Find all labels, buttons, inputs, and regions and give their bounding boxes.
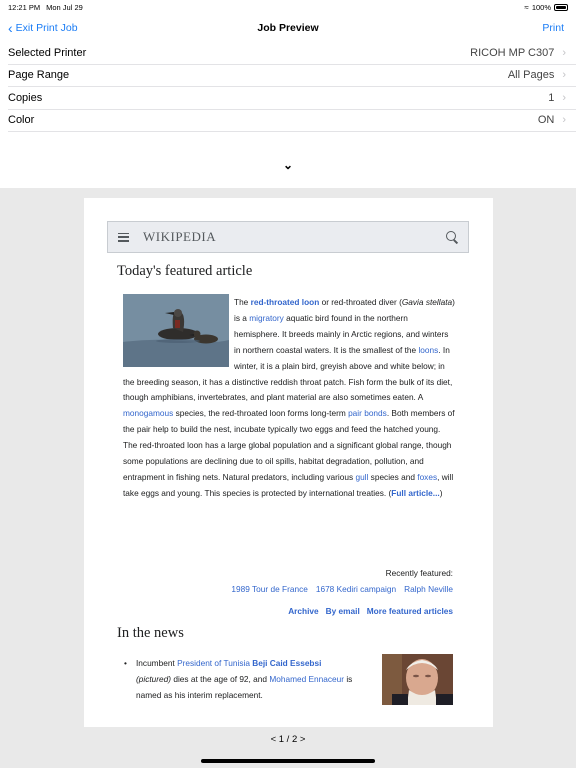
fa-text-segment: . In winter, it is a plain bird, greyish above and white below; in the breeding season, it has a distinctive reddish throat patch. Fish form the bulk of its diet, though amphibians, invertebrates, and plant material are also sometimes eaten. A xyxy=(123,344,453,403)
link-monogamous[interactable]: monogamous xyxy=(123,408,174,419)
news-text-segment: Incumbent xyxy=(136,658,178,668)
setting-value: ON xyxy=(537,114,555,127)
setting-label: Selected Printer xyxy=(8,46,87,59)
link-archive[interactable]: Archive xyxy=(288,606,319,616)
page-title: Job Preview xyxy=(257,22,319,34)
chevron-right-icon: › xyxy=(562,69,566,82)
fa-text-segment: ) is a xyxy=(234,297,455,323)
chevron-right-icon: › xyxy=(562,91,566,104)
recently-featured-label: Recently featured: xyxy=(385,568,453,578)
chevron-right-icon: › xyxy=(562,114,566,127)
fa-text-segment: species and xyxy=(368,471,418,482)
setting-value: 1 xyxy=(548,91,555,104)
setting-row-color[interactable] xyxy=(8,110,576,133)
link-migratory[interactable]: migratory xyxy=(249,312,284,323)
link-pair-bonds[interactable]: pair bonds xyxy=(348,408,387,419)
link-gull[interactable]: gull xyxy=(355,471,369,482)
home-indicator[interactable] xyxy=(201,759,375,763)
status-date: Mon Jul 29 xyxy=(46,2,83,12)
setting-label: Page Range xyxy=(8,69,70,82)
setting-value: RICOH MP C307 xyxy=(470,46,555,59)
preview-page[interactable] xyxy=(84,198,493,727)
link-red-throated-loon[interactable]: red-throated loon xyxy=(250,297,320,307)
setting-label: Color xyxy=(8,114,35,127)
battery-icon xyxy=(554,4,568,11)
link-full-article[interactable]: Full article... xyxy=(391,487,440,498)
in-the-news-heading: In the news xyxy=(117,625,184,641)
news-pictured-note: (pictured) xyxy=(136,673,172,684)
setting-row-page-range[interactable] xyxy=(8,65,576,88)
link-recent-1[interactable]: 1989 Tour de France xyxy=(231,584,308,594)
featured-footer-links xyxy=(281,606,453,616)
print-settings xyxy=(0,42,576,188)
fa-text-segment: ) xyxy=(439,487,443,498)
wifi-icon: ≈ xyxy=(524,2,529,12)
fa-text-segment: . Both members of the pair help to build the nest, incubate typically two eggs and feed the hatched young. The red-throated loon has a large global population and a significant global range, though some populations are declining due to oil spills, habitat degradation, pollution, and entrapment in fishing nets. Natural predators, including various xyxy=(123,408,455,482)
exit-print-job-button[interactable] xyxy=(8,19,78,36)
news-list-item xyxy=(124,656,374,704)
chevron-left-icon: ‹ xyxy=(8,19,13,36)
link-recent-3[interactable]: Ralph Neville xyxy=(404,584,453,594)
status-bar xyxy=(0,0,576,14)
fa-text-segment: The xyxy=(234,297,251,307)
exit-print-job-label: Exit Print Job xyxy=(15,22,78,34)
link-loons[interactable]: loons xyxy=(418,344,439,355)
news-portrait-image xyxy=(382,654,453,705)
wikipedia-header xyxy=(107,221,469,253)
battery-percent: 100% xyxy=(531,2,551,12)
fa-text-segment: , will take eggs and young. This species is protected by international treaties. ( xyxy=(123,471,454,498)
search-icon xyxy=(446,231,458,243)
link-beji-caid-essebsi[interactable]: Beji Caid Essebsi xyxy=(252,658,322,668)
setting-row-printer[interactable] xyxy=(8,42,576,65)
link-president-of-tunisia[interactable]: President of Tunisia xyxy=(177,658,250,668)
link-foxes[interactable]: foxes xyxy=(417,471,438,482)
news-text-segment: dies at the age of 92, and xyxy=(171,673,270,684)
link-mohamed-ennaceur[interactable]: Mohamed Ennaceur xyxy=(269,673,345,684)
featured-article-heading: Today's featured article xyxy=(117,263,253,279)
fa-text-segment: or red-throated diver ( xyxy=(319,297,402,307)
link-by-email[interactable]: By email xyxy=(325,606,360,616)
wikipedia-logo: WIKIPEDIA xyxy=(143,229,217,244)
navigation-bar xyxy=(0,14,576,42)
link-recent-2[interactable]: 1678 Kediri campaign xyxy=(315,584,397,594)
expand-chevron-down-icon[interactable]: ⌄ xyxy=(282,158,294,172)
fa-scientific-name: Gavia stellata xyxy=(401,297,453,307)
setting-label: Copies xyxy=(8,91,43,104)
chevron-right-icon: › xyxy=(562,46,566,59)
status-time: 12:21 PM xyxy=(8,2,41,12)
news-text-segment: is named as his interim replacement. xyxy=(136,673,353,700)
fa-text-segment: aquatic bird found in the northern hemisphere. It breeds mainly in Arctic regions, and winters in northern coastal waters. It is the smallest of the xyxy=(234,312,449,355)
setting-value: All Pages xyxy=(507,69,555,82)
link-more-featured[interactable]: More featured articles xyxy=(366,606,453,616)
print-button[interactable]: Print xyxy=(542,22,564,34)
page-indicator[interactable]: < 1 / 2 > xyxy=(270,734,306,745)
fa-text-segment: species, the red-throated loon forms long-term xyxy=(173,408,349,419)
page-preview-area[interactable] xyxy=(0,188,576,756)
featured-article-text xyxy=(123,295,455,502)
recently-featured-links xyxy=(223,584,453,594)
status-right xyxy=(524,3,568,12)
setting-row-copies[interactable] xyxy=(8,87,576,110)
menu-icon xyxy=(118,233,129,242)
